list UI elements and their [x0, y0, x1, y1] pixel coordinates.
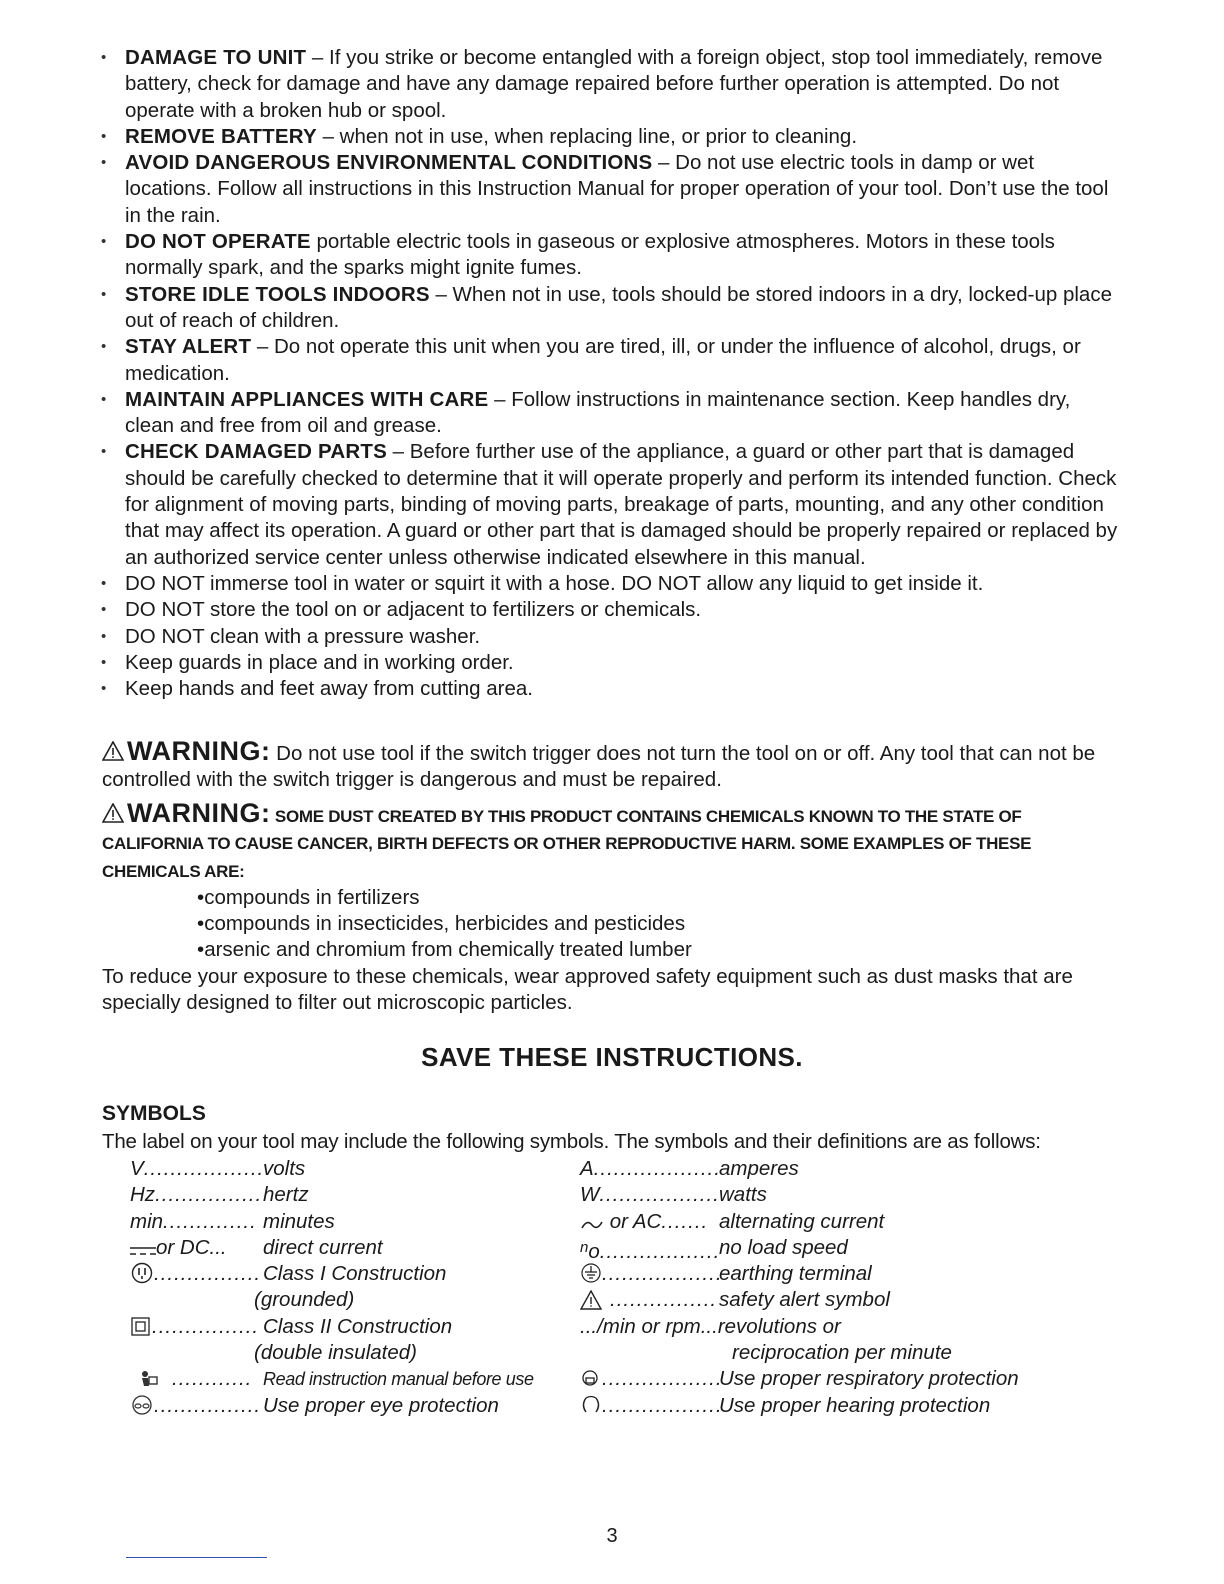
list-item: • Keep hands and feet away from cutting area. [98, 676, 1118, 702]
list-item: • DO NOT store the tool on or adjacent to fertilizers or chemicals. [98, 597, 1118, 623]
safety-alert-icon [580, 1290, 610, 1310]
symbol-row-respiratory: .................. Use proper respiratory protection [580, 1366, 1100, 1392]
dc-icon [130, 1244, 156, 1258]
symbol-row-amperes: A................... amperes [580, 1157, 799, 1180]
symbol-row-eye-protection: ................ Use proper eye protection [130, 1393, 570, 1419]
symbol-row-earthing: .................. earthing terminal [580, 1261, 1100, 1287]
warning-california [102, 800, 1114, 1016]
list-item: • Keep guards in place and in working order. [98, 650, 1118, 676]
footer-divider [126, 1557, 267, 1558]
symbol-row-rpm: .../min or rpm...revolutions or [580, 1314, 841, 1338]
list-item: • AVOID DANGEROUS ENVIRONMENTAL CONDITIONS – Do not use electric tools in damp or wet locations. Follow all instructions in this Instruction Manual for proper operation of your tool. Don’t use the tool in the rain. [98, 150, 1118, 229]
list-item: • compounds in insecticides, herbicides and pesticides [197, 911, 1114, 937]
symbols-intro: The label on your tool may include the following symbols. The symbols and their definitions are as follows: [102, 1130, 1041, 1153]
exposure-note: To reduce your exposure to these chemicals, wear approved safety equipment such as dust masks that are specially designed to filter out microscopic particles. [102, 964, 1073, 1015]
earthing-icon [580, 1262, 602, 1284]
symbol-row-class-1: ................ Class I Construction [130, 1261, 570, 1287]
symbol-row-no-load-speed: $^n$o.................. no load speed [580, 1235, 848, 1263]
symbol-row-hertz: Hz................ hertz [130, 1183, 309, 1207]
respiratory-icon [580, 1367, 602, 1389]
warning-label: WARNING: [127, 798, 271, 828]
symbol-row-grounded: (grounded) [254, 1288, 355, 1312]
no-load-icon: n [580, 1238, 589, 1256]
list-item: • compounds in fertilizers [197, 885, 1114, 911]
page-number: 3 [606, 1525, 618, 1547]
symbol-row-hearing: .................. Use proper hearing protection [580, 1393, 1100, 1419]
list-item: • DO NOT clean with a pressure washer. [98, 624, 1118, 650]
ac-icon [580, 1218, 604, 1232]
symbols-left-column [130, 1156, 570, 1419]
symbol-row-rpm-cont: reciprocation per minute [732, 1341, 952, 1365]
symbols-heading: SYMBOLS [102, 1102, 206, 1125]
list-item: • MAINTAIN APPLIANCES WITH CARE – Follow instructions in maintenance section. Keep handles dry, clean and free from oil and grease. [98, 387, 1118, 440]
hearing-icon [580, 1394, 602, 1416]
list-item: • REMOVE BATTERY – when not in use, when replacing line, or prior to cleaning. [98, 124, 1118, 150]
list-item: • STAY ALERT – Do not operate this unit when you are tired, ill, or under the influence of alcohol, drugs, or medication. [98, 334, 1118, 387]
list-item: • DO NOT OPERATE portable electric tools in gaseous or explosive atmospheres. Motors in these tools normally spark, and the sparks might ignite fumes. [98, 229, 1118, 282]
symbol-row-watts: W.................. watts [580, 1183, 767, 1207]
class-1-icon [130, 1262, 154, 1284]
warning-caps-text: SOME DUST CREATED BY THIS PRODUCT CONTAINS CHEMICALS KNOWN TO THE STATE OF CALIFORNIA TO CAUSE CANCER, BIRTH DEFECTS OR OTHER REPRODUCTIVE HARM. SOME EXAMPLES OF THESE CHEMICALS ARE: [102, 807, 1032, 881]
list-item: • STORE IDLE TOOLS INDOORS – When not in use, tools should be stored indoors in a dry, locked-up place out of reach of children. [98, 282, 1118, 335]
symbol-row-double-insulated: (double insulated) [254, 1341, 417, 1365]
eye-protection-icon [130, 1394, 154, 1416]
safety-alert-icon [102, 741, 124, 761]
save-instructions-heading: SAVE THESE INSTRUCTIONS. [421, 1042, 803, 1072]
symbols-right-column [580, 1156, 1100, 1419]
list-item: • DO NOT immerse tool in water or squirt it with a hose. DO NOT allow any liquid to get inside it. [98, 571, 1118, 597]
list-item: • CHECK DAMAGED PARTS – Before further use of the appliance, a guard or other part that is damaged should be carefully checked to determine that it will operate properly and perform its intended function. Check for alignment of moving parts, binding of moving parts, breakage of parts, mounting, and any other condition that may affect its operation. A guard or other part that is damaged should be properly repaired or replaced by an authorized service center unless otherwise indicated elsewhere in this manual. [98, 439, 1118, 570]
warning-text: Do not use tool if the switch trigger does not turn the tool on or off. Any tool that can not be controlled with the switch trigger is dangerous and must be repaired. [102, 742, 1096, 792]
class-2-icon [130, 1317, 152, 1337]
warning-trigger [102, 738, 1114, 794]
symbol-row-read-manual: ............ Read instruction manual before use [130, 1366, 570, 1392]
symbol-row-ac: or AC....... alternating current [580, 1209, 1100, 1235]
chemical-list [102, 885, 1114, 964]
symbol-row-minutes: min.............. minutes [130, 1209, 335, 1233]
list-item: • arsenic and chromium from chemically treated lumber [197, 937, 1114, 963]
symbol-row-safety-alert: ................ safety alert symbol [580, 1287, 1100, 1313]
safety-bullet-list [98, 45, 1118, 702]
warning-label: WARNING: [127, 736, 271, 766]
read-manual-icon [138, 1369, 160, 1389]
symbol-row-dc: or DC... direct current [130, 1235, 570, 1261]
symbol-row-class-2: ................ Class II Construction [130, 1314, 570, 1340]
symbol-row-volts: V.................. volts [130, 1157, 306, 1180]
list-item: • DAMAGE TO UNIT – If you strike or become entangled with a foreign object, stop tool immediately, remove battery, check for damage and have any damage repaired before further operation is attempted. Do not operate with a broken hub or spool. [98, 45, 1118, 124]
safety-alert-icon [102, 803, 124, 823]
